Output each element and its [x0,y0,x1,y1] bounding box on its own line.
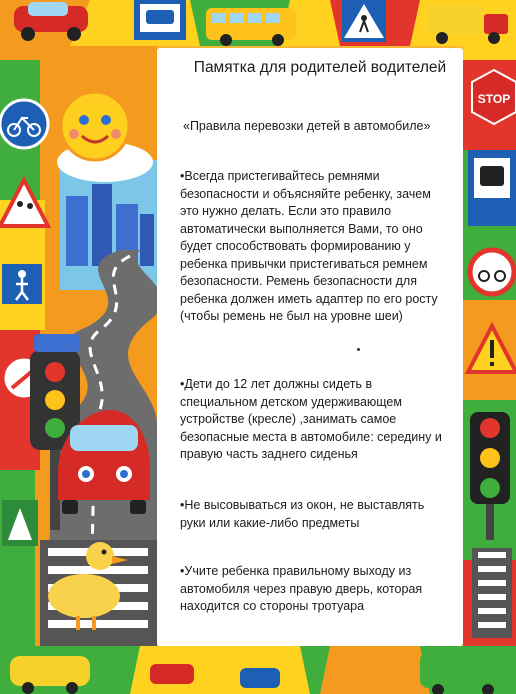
rule-item: •Учите ребенка правильному выходу из автомобиля через правую дверь, которая находится со стороны тротуара [180,564,423,613]
rule-item: •Дети до 12 лет должны сидеть в специальном детском удерживающем устройстве (кресле) ,занимать самое безопасные места в автомобиле: середину и правую часть заднего сиденья [180,377,442,461]
pedestrian-crossing-sign [342,0,386,42]
sun-icon [61,92,129,160]
stop-sign-text: STOP [477,92,511,106]
memo-panel [157,48,463,646]
tram-sign [468,150,516,226]
memo-subtitle: «Правила перевозки детей в автомобиле» [183,119,431,133]
rule-item: •Не высовываться из окон, не выставлять руки или какие-либо предметы [180,498,425,530]
bus-stop-sign [134,0,186,40]
bicycle-sign [470,250,514,294]
green-road-sign [2,500,38,546]
stop-sign [472,70,516,124]
memo-title: Памятка для родителей водителей [193,59,447,76]
bicycle-path-sign [0,100,48,148]
zebra-crossing-right [472,548,512,638]
pedestrian-sign [2,264,42,304]
stray-mark [357,348,360,351]
rule-item: •Всегда пристегивайтесь ремнями безопасности и объясняйте ребенку, зачем это нужно делать. Если это правило автоматически выполняется Вами, то оно будет способствовать формированию у ребенка привычки пристегиваться ремнем безопасности. Ремень безопасности для ребенка должен иметь адаптер по его росту (чтобы ремень не был на уровне шеи) [180,169,438,323]
